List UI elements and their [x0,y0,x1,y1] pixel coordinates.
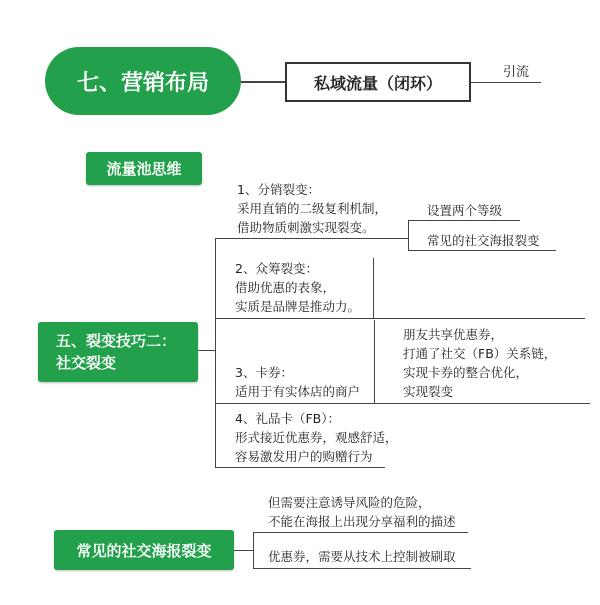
main-title-node [45,47,241,115]
technique-line-1: 五、裂变技巧二： [56,332,177,350]
technique-line-2: 社交裂变 [56,354,117,372]
poster-note-1-line-2: 不能在海报上出现分享福利的描述 [268,514,456,529]
branch-1-sub-vertical [408,220,409,250]
branch-4-text [235,409,398,466]
branch-1-text [237,180,387,237]
branch-3-note-line-2: 打通了社交（FB）关系链， [403,346,557,361]
branch-1-sub-a-line [408,220,520,221]
tree-trunk [215,238,216,468]
branch-3-note-vertical [374,320,375,404]
poster-note-2: 优惠券，需要从技术上控制被刷取 [268,549,456,564]
branch-2-title: 2、众筹裂变： [235,261,318,276]
branch-2-tick [373,258,374,318]
branch-1-title: 1、分销裂变： [237,182,320,197]
branch-1-sub-a: 设置两个等级 [427,203,503,218]
subtitle-note: 引流 [503,65,530,80]
branch-4-underline [215,467,385,468]
branch-4-line-3: 容易激发用户的购赠行为 [235,449,373,464]
subtitle: 私域流量（闭环） [313,73,442,93]
branch-3-text [235,363,360,401]
branch-3-note-line-1: 朋友共享优惠券， [403,327,504,342]
branch-4-line-2: 形式接近优惠券，观感舒适， [235,430,398,445]
branch-3-note-line-4: 实现裂变 [403,384,454,399]
branch-2-underline [215,318,585,319]
branch-1-sub-b: 常见的社交海报裂变 [427,233,540,248]
poster-trunk [253,532,254,568]
branch-3-title: 3、卡券： [235,365,293,380]
poster-label: 常见的社交海报裂变 [76,541,212,560]
branch-2-line-3: 实质是品牌是推动力。 [235,299,361,314]
branch-3-line-2: 适用于有实体店的商户 [235,384,361,399]
poster-note-1-underline [253,532,468,533]
branch-3-underline [215,403,590,404]
branch-1-underline [215,238,408,239]
branch-1-line-3: 借助物质刺激实现裂变。 [237,220,375,235]
technique-node [38,322,198,382]
poster-note-1-line-1: 但需要注意诱导风险的危险， [268,495,431,510]
branch-2-line-2: 借助优惠的表象， [235,280,336,295]
subtitle-node [285,62,471,102]
poster-node [54,530,234,570]
branch-1-sub-b-line [408,250,556,251]
connector-title [241,81,285,83]
branch-1-line-2: 采用直销的二级复利机制， [237,201,388,216]
connector-technique [198,350,216,351]
main-title: 七、营销布局 [76,70,209,96]
poster-note-2-underline [253,568,471,569]
branch-3-note [403,325,556,401]
branch-4-title: 4、礼品卡（FB）： [235,411,340,426]
poster-note-1 [268,493,456,531]
connector-poster [234,550,254,551]
branch-2-text [235,259,360,316]
pool-label: 流量池思维 [106,160,182,178]
pool-node [86,152,202,185]
branch-3-note-line-3: 实现卡券的整合优化， [403,365,529,380]
connector-subnote [471,82,541,83]
